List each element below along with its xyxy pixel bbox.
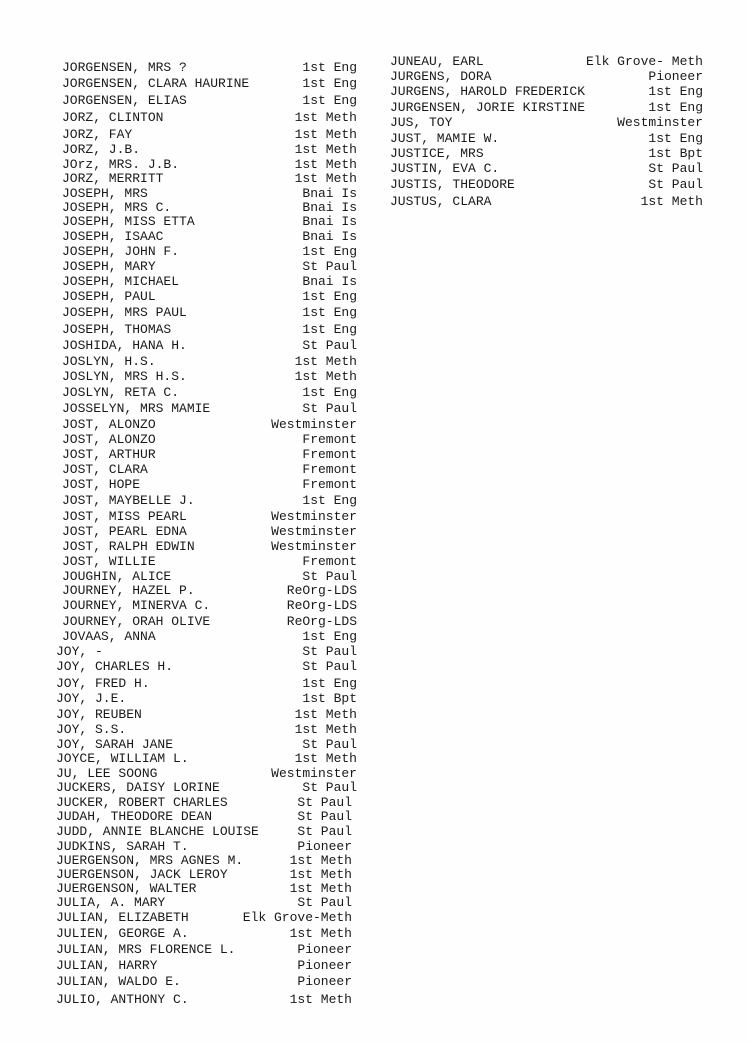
left-entry-name: JOSEPH, MICHAEL bbox=[62, 274, 180, 289]
left-entry-name: JOUGHIN, ALICE bbox=[62, 569, 172, 584]
left-entry-church: Fremont bbox=[302, 447, 357, 462]
left-entry-church: 1st Meth bbox=[289, 867, 352, 882]
left-entry-name: JOURNEY, MINERVA C. bbox=[62, 598, 211, 613]
left-entry-church: 1st Meth bbox=[294, 707, 357, 722]
left-entry-church: Bnai Is bbox=[302, 200, 357, 215]
list-item bbox=[0, 583, 749, 599]
list-item bbox=[0, 84, 749, 100]
left-entry-name: JORGENSEN, CLARA HAURINE bbox=[62, 76, 250, 91]
list-item bbox=[0, 69, 749, 85]
left-entry-name: JOYCE, WILLIAM L. bbox=[56, 751, 189, 766]
left-entry-name: JUERGENSON, JACK LEROY bbox=[56, 867, 228, 882]
list-item bbox=[0, 100, 749, 116]
left-entry-church: 1st Meth bbox=[289, 853, 352, 868]
left-entry-name: JOSLYN, H.S. bbox=[62, 354, 156, 369]
list-item bbox=[0, 809, 749, 825]
left-entry-church: 1st Meth bbox=[289, 926, 352, 941]
list-item bbox=[0, 676, 749, 692]
list-item bbox=[0, 417, 749, 433]
left-entry-name: JOSHIDA, HANA H. bbox=[62, 338, 187, 353]
left-entry-name: JULIA, A. MARY bbox=[56, 895, 166, 910]
left-entry-church: Fremont bbox=[302, 554, 357, 569]
right-entry-church: 1st Eng bbox=[648, 131, 703, 146]
left-entry-church: Bnai Is bbox=[302, 214, 357, 229]
left-entry-name: JOY, CHARLES H. bbox=[56, 659, 174, 674]
list-item bbox=[0, 614, 749, 630]
left-entry-church: Fremont bbox=[302, 477, 357, 492]
list-item bbox=[0, 354, 749, 370]
left-entry-name: JULIEN, GEORGE A. bbox=[56, 926, 189, 941]
list-item bbox=[0, 895, 749, 911]
list-item bbox=[0, 707, 749, 723]
right-entry-church: 1st Eng bbox=[648, 100, 703, 115]
left-entry-church: 1st Meth bbox=[294, 110, 357, 125]
list-item bbox=[0, 447, 749, 463]
list-item bbox=[0, 369, 749, 385]
list-item bbox=[0, 322, 749, 338]
list-item bbox=[0, 974, 749, 990]
left-entry-name: JOST, RALPH EDWIN bbox=[62, 539, 195, 554]
left-entry-name: JOST, HOPE bbox=[62, 477, 141, 492]
left-entry-church: 1st Eng bbox=[302, 93, 357, 108]
list-item bbox=[0, 161, 749, 177]
right-entry-church: 1st Bpt bbox=[648, 146, 703, 161]
left-entry-name: JOURNEY, ORAH OLIVE bbox=[62, 614, 211, 629]
left-entry-name: JOSEPH, PAUL bbox=[62, 289, 156, 304]
list-item bbox=[0, 259, 749, 275]
left-entry-name: JUDD, ANNIE BLANCHE LOUISE bbox=[56, 824, 259, 839]
left-entry-church: St Paul bbox=[302, 659, 357, 674]
list-item bbox=[0, 305, 749, 321]
left-entry-church: St Paul bbox=[302, 737, 357, 752]
left-entry-name: JOY, S.S. bbox=[56, 722, 127, 737]
left-entry-church: 1st Eng bbox=[302, 493, 357, 508]
list-item bbox=[0, 598, 749, 614]
left-entry-church: St Paul bbox=[302, 780, 357, 795]
list-item bbox=[0, 629, 749, 645]
left-entry-name: JOSSELYN, MRS MAMIE bbox=[62, 401, 211, 416]
list-item bbox=[0, 477, 749, 493]
right-entry-name: JURGENS, HAROLD FREDERICK bbox=[390, 84, 586, 99]
list-item bbox=[0, 554, 749, 570]
left-entry-name: JULIAN, WALDO E. bbox=[56, 974, 181, 989]
left-entry-name: JOST, CLARA bbox=[62, 462, 148, 477]
left-entry-church: 1st Eng bbox=[302, 305, 357, 320]
right-entry-church: St Paul bbox=[648, 177, 703, 192]
left-entry-church: St Paul bbox=[297, 895, 352, 910]
left-entry-name: JOST, ARTHUR bbox=[62, 447, 156, 462]
left-entry-name: JORZ, FAY bbox=[62, 127, 133, 142]
right-entry-name: JUSTUS, CLARA bbox=[390, 194, 492, 209]
left-entry-name: JOSEPH, MISS ETTA bbox=[62, 214, 195, 229]
left-entry-church: ReOrg-LDS bbox=[286, 583, 357, 598]
left-entry-name: JOST, PEARL EDNA bbox=[62, 524, 187, 539]
list-item bbox=[0, 780, 749, 796]
left-entry-church: 1st Meth bbox=[294, 127, 357, 142]
left-entry-name: JOST, MISS PEARL bbox=[62, 509, 187, 524]
left-entry-church: 1st Meth bbox=[289, 992, 352, 1007]
left-entry-church: 1st Meth bbox=[294, 157, 357, 172]
list-item bbox=[0, 54, 749, 70]
left-entry-church: Bnai Is bbox=[302, 186, 357, 201]
list-item bbox=[0, 177, 749, 193]
list-item bbox=[0, 214, 749, 230]
left-entry-name: JULIO, ANTHONY C. bbox=[56, 992, 189, 1007]
left-entry-name: JOSLYN, MRS H.S. bbox=[62, 369, 187, 384]
right-entry-name: JUS, TOY bbox=[390, 115, 453, 130]
list-item bbox=[0, 524, 749, 540]
list-item bbox=[0, 509, 749, 525]
left-entry-church: Westminster bbox=[271, 524, 357, 539]
left-entry-name: JULIAN, HARRY bbox=[56, 958, 158, 973]
left-entry-church: St Paul bbox=[297, 824, 352, 839]
right-entry-church: Westminster bbox=[617, 115, 703, 130]
left-entry-name: JUDAH, THEODORE DEAN bbox=[56, 809, 213, 824]
left-entry-name: JU, LEE SOONG bbox=[56, 766, 158, 781]
left-entry-church: 1st Eng bbox=[302, 60, 357, 75]
left-entry-church: Pioneer bbox=[297, 839, 352, 854]
list-item bbox=[0, 244, 749, 260]
left-entry-church: Pioneer bbox=[297, 942, 352, 957]
list-item bbox=[0, 432, 749, 448]
left-entry-church: ReOrg-LDS bbox=[286, 614, 357, 629]
right-entry-name: JURGENS, DORA bbox=[390, 69, 492, 84]
left-entry-church: Bnai Is bbox=[302, 229, 357, 244]
left-entry-church: Fremont bbox=[302, 432, 357, 447]
left-entry-church: 1st Eng bbox=[302, 244, 357, 259]
left-entry-name: JOrz, MRS. J.B. bbox=[62, 157, 180, 172]
left-entry-church: St Paul bbox=[302, 338, 357, 353]
right-entry-church: Pioneer bbox=[648, 69, 703, 84]
left-entry-church: 1st Eng bbox=[302, 676, 357, 691]
left-entry-church: St Paul bbox=[297, 795, 352, 810]
left-entry-name: JOST, ALONZO bbox=[62, 432, 156, 447]
list-item bbox=[0, 289, 749, 305]
right-entry-name: JURGENSEN, JORIE KIRSTINE bbox=[390, 100, 586, 115]
left-entry-church: 1st Eng bbox=[302, 629, 357, 644]
left-entry-church: Bnai Is bbox=[302, 274, 357, 289]
left-entry-church: Westminster bbox=[271, 539, 357, 554]
right-entry-name: JUSTIN, EVA C. bbox=[390, 161, 500, 176]
list-item bbox=[0, 644, 749, 660]
left-entry-name: JUERGENSON, MRS AGNES M. bbox=[56, 853, 244, 868]
left-entry-church: 1st Meth bbox=[294, 722, 357, 737]
left-entry-church: 1st Meth bbox=[294, 751, 357, 766]
left-entry-church: St Paul bbox=[302, 569, 357, 584]
list-item bbox=[0, 824, 749, 840]
left-entry-church: St Paul bbox=[297, 809, 352, 824]
left-entry-church: Westminster bbox=[271, 509, 357, 524]
list-item bbox=[0, 131, 749, 147]
left-entry-church: 1st Bpt bbox=[302, 691, 357, 706]
list-item bbox=[0, 958, 749, 974]
list-item bbox=[0, 539, 749, 555]
right-entry-church: 1st Eng bbox=[648, 84, 703, 99]
right-entry-church: St Paul bbox=[648, 161, 703, 176]
list-item bbox=[0, 926, 749, 942]
left-entry-church: 1st Meth bbox=[294, 171, 357, 186]
left-entry-name: JULIAN, ELIZABETH bbox=[56, 910, 189, 925]
left-entry-church: 1st Eng bbox=[302, 76, 357, 91]
left-entry-name: JOSLYN, RETA C. bbox=[62, 385, 180, 400]
left-entry-church: 1st Meth bbox=[294, 369, 357, 384]
list-item bbox=[0, 229, 749, 245]
left-entry-name: JOSEPH, MRS bbox=[62, 186, 148, 201]
left-entry-name: JOVAAS, ANNA bbox=[62, 629, 156, 644]
left-entry-name: JOY, SARAH JANE bbox=[56, 737, 174, 752]
left-entry-name: JOSEPH, MRS PAUL bbox=[62, 305, 187, 320]
list-item bbox=[0, 691, 749, 707]
left-entry-name: JOURNEY, HAZEL P. bbox=[62, 583, 195, 598]
left-entry-church: Pioneer bbox=[297, 958, 352, 973]
left-entry-church: 1st Eng bbox=[302, 385, 357, 400]
list-item bbox=[0, 462, 749, 478]
left-entry-church: 1st Eng bbox=[302, 289, 357, 304]
right-entry-name: JUST, MAMIE W. bbox=[390, 131, 500, 146]
left-entry-name: JUCKERS, DAISY LORINE bbox=[56, 780, 220, 795]
list-item bbox=[0, 115, 749, 131]
list-item bbox=[0, 992, 749, 1008]
left-entry-church: ReOrg-LDS bbox=[286, 598, 357, 613]
left-entry-church: St Paul bbox=[302, 401, 357, 416]
right-entry-name: JUSTICE, MRS bbox=[390, 146, 484, 161]
right-entry-church: 1st Meth bbox=[640, 194, 703, 209]
left-entry-church: Westminster bbox=[271, 417, 357, 432]
left-entry-name: JOY, REUBEN bbox=[56, 707, 142, 722]
right-entry-name: JUNEAU, EARL bbox=[390, 54, 484, 69]
left-entry-name: JORGENSEN, ELIAS bbox=[62, 93, 187, 108]
left-entry-name: JULIAN, MRS FLORENCE L. bbox=[56, 942, 236, 957]
left-entry-name: JORGENSEN, MRS ? bbox=[62, 60, 187, 75]
list-item bbox=[0, 942, 749, 958]
left-entry-name: JOY, J.E. bbox=[56, 691, 127, 706]
left-entry-name: JOSEPH, ISAAC bbox=[62, 229, 164, 244]
list-item bbox=[0, 751, 749, 767]
list-item bbox=[0, 401, 749, 417]
left-entry-name: JOST, WILLIE bbox=[62, 554, 156, 569]
left-entry-name: JOSEPH, MRS C. bbox=[62, 200, 172, 215]
left-entry-name: JOST, MAYBELLE J. bbox=[62, 493, 195, 508]
left-entry-name: JOST, ALONZO bbox=[62, 417, 156, 432]
right-entry-name: JUSTIS, THEODORE bbox=[390, 177, 515, 192]
left-entry-name: JOY, FRED H. bbox=[56, 676, 150, 691]
list-item bbox=[0, 493, 749, 509]
right-entry-church: Elk Grove- Meth bbox=[585, 54, 703, 69]
left-entry-name: JOSEPH, JOHN F. bbox=[62, 244, 180, 259]
list-item bbox=[0, 146, 749, 162]
left-entry-church: 1st Eng bbox=[302, 322, 357, 337]
list-item bbox=[0, 385, 749, 401]
list-item bbox=[0, 274, 749, 290]
left-entry-name: JORZ, J.B. bbox=[62, 142, 141, 157]
list-item bbox=[0, 659, 749, 675]
list-item bbox=[0, 338, 749, 354]
left-entry-name: JUDKINS, SARAH T. bbox=[56, 839, 189, 854]
left-entry-church: Westminster bbox=[271, 766, 357, 781]
left-entry-name: JUCKER, ROBERT CHARLES bbox=[56, 795, 228, 810]
list-item bbox=[0, 910, 749, 926]
left-entry-name: JUERGENSON, WALTER bbox=[56, 881, 197, 896]
left-entry-church: 1st Meth bbox=[294, 354, 357, 369]
left-entry-name: JORZ, MERRITT bbox=[62, 171, 164, 186]
list-item bbox=[0, 722, 749, 738]
list-item bbox=[0, 194, 749, 210]
left-entry-church: Elk Grove-Meth bbox=[242, 910, 352, 925]
left-entry-church: 1st Meth bbox=[294, 142, 357, 157]
left-entry-church: Pioneer bbox=[297, 974, 352, 989]
left-entry-name: JOSEPH, THOMAS bbox=[62, 322, 172, 337]
left-entry-name: JOSEPH, MARY bbox=[62, 259, 156, 274]
left-entry-church: St Paul bbox=[302, 259, 357, 274]
left-entry-name: JORZ, CLINTON bbox=[62, 110, 164, 125]
left-entry-church: Fremont bbox=[302, 462, 357, 477]
left-entry-name: JOY, - bbox=[56, 644, 103, 659]
left-entry-church: 1st Meth bbox=[289, 881, 352, 896]
left-entry-church: St Paul bbox=[302, 644, 357, 659]
